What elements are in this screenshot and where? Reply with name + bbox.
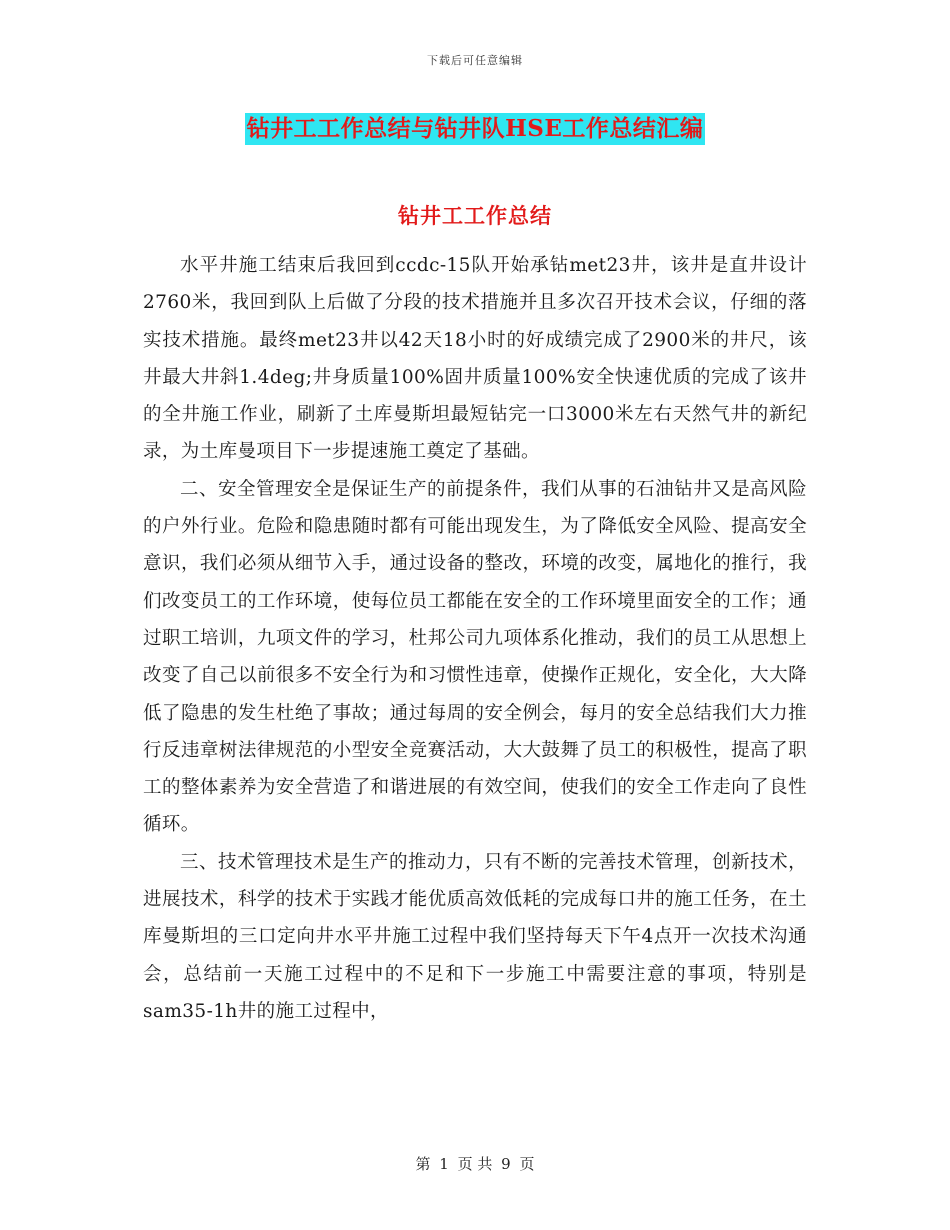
paragraph-3: 三、技术管理技术是生产的推动力，只有不断的完善技术管理，创新技术，进展技术，科学的技术于实践才能优质高效低耗的完成每口井的施工任务，在土库曼斯坦的三口定向井水平井施工过程中我们坚持每天下午4点开一次技术沟通会，总结前一天施工过程中的不足和下一步施工中需要注意的事项，特别是sam35-1h井的施工过程中， [143, 851, 807, 1022]
paragraph-1: 水平井施工结束后我回到ccdc-15队开始承钻met23井，该井是直井设计2760米，我回到队上后做了分段的技术措施并且多次召开技术会议，仔细的落实技术措施。最终met23井以42天18小时的好成绩完成了2900米的井尺，该井最大井斜1.4deg;井身质量100%固井质量100%安全快速优质的完成了该井的全井施工作业，刷新了土库曼斯坦最短钻完一口3000米左右天然气井的新纪录，为土库曼项目下一步提速施工奠定了基础。 [143, 255, 807, 463]
footer-middle: 页 共 [457, 1155, 493, 1173]
paragraph-2: 二、安全管理安全是保证生产的前提条件，我们从事的石油钻井又是高风险的户外行业。危险和隐患随时都有可能出现发生，为了降低安全风险、提高安全意识，我们必须从细节入手，通过设备的整改，环境的改变，属地化的推行，我们改变员工的工作环境，使每位员工都能在安全的工作环境里面安全的工作；通过职工培训，九项文件的学习，杜邦公司九项体系化推动，我们的员工从思想上改变了自己以前很多不安全行为和习惯性违章，使操作正规化，安全化，大大降低了隐患的发生杜绝了事故；通过每周的安全例会，每月的安全总结我们大力推行反违章树法律规范的小型安全竞赛活动，大大鼓舞了员工的积极性，提高了职工的整体素养为安全营造了和谐进展的有效空间，使我们的安全工作走向了良性循环。 [143, 478, 807, 836]
footer-total-pages: 9 [501, 1155, 511, 1173]
footer-suffix: 页 [519, 1155, 535, 1173]
body-text [143, 247, 807, 1030]
page-header-note: 下载后可任意编辑 [427, 54, 523, 67]
footer-prefix: 第 [415, 1155, 431, 1173]
main-title-container [0, 113, 950, 145]
footer-page-number: 1 [439, 1155, 449, 1173]
main-title: 钻井工工作总结与钻井队HSE工作总结汇编 [245, 113, 706, 145]
page-footer [0, 1153, 950, 1174]
section-title: 钻井工工作总结 [398, 203, 552, 228]
